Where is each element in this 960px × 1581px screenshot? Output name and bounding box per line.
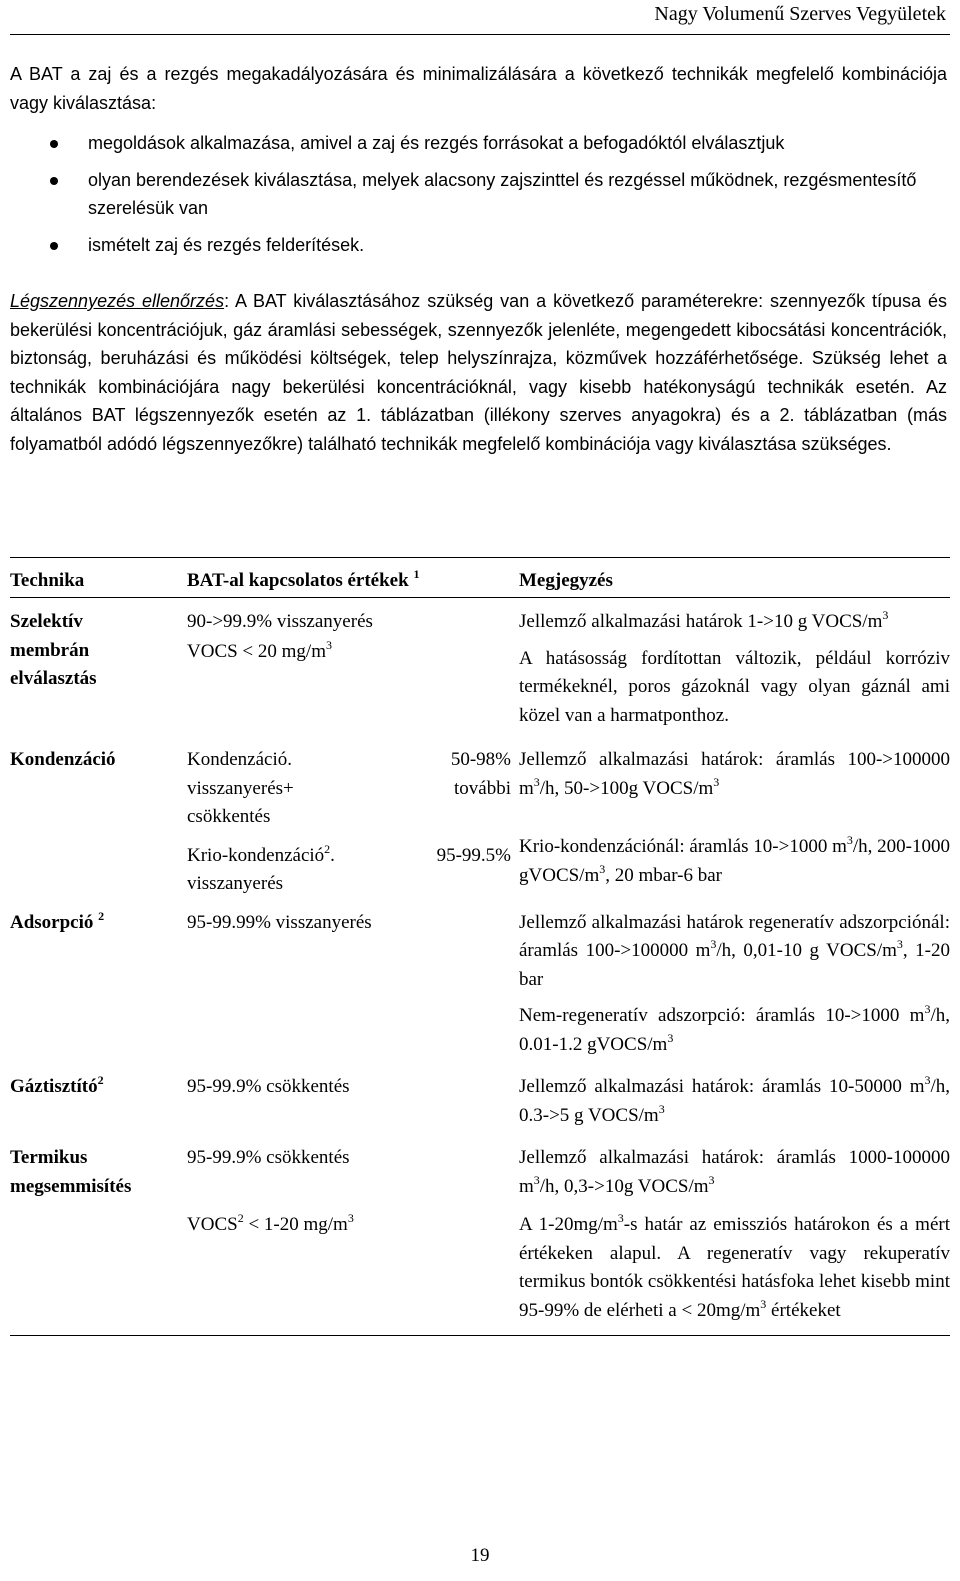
header-ertekek-text: BAT-al kapcsolatos értékek [187, 569, 409, 591]
note-text [519, 746, 950, 803]
note-text [519, 1144, 950, 1201]
bullet-text: megoldások alkalmazása, amivel a zaj és rezgés forrásokat a befogadóktól elválasztjuk [88, 133, 785, 153]
superscript: 3 [713, 774, 720, 789]
intro-paragraph: A BAT a zaj és a rezgés megakadályozására és minimalizálására a következő technikák megfelelő kombinációja vagy kiválasztása: [10, 64, 947, 113]
tech-label: Termikus megsemmisítés [10, 1147, 132, 1197]
superscript: 2 [98, 908, 105, 923]
value-text: 95-99.9% csökkentés [187, 1076, 350, 1097]
tech-cell [10, 1073, 187, 1130]
bullet-item [10, 166, 947, 223]
superscript: 3 [658, 1101, 665, 1116]
page-number: 19 [470, 1545, 490, 1566]
value-text [187, 638, 519, 667]
tech-cell [10, 608, 187, 730]
value-text [187, 1211, 519, 1240]
table-row-membran [10, 598, 950, 730]
superscript: 3 [924, 1073, 931, 1087]
note-part: Krio-kondenzációnál: áramlás 10->1000 m [519, 836, 847, 857]
note-part: A 1-20mg/m [519, 1214, 618, 1235]
bullet-text: ismételt zaj és rezgés felderítések. [88, 234, 365, 255]
value-part: 95-99.5% [436, 844, 511, 866]
value-line [187, 842, 519, 871]
superscript: 3 [896, 937, 903, 951]
value-part: < 1-20 mg/m [243, 1213, 348, 1235]
value-text: 90->99.9% visszanyerés [187, 611, 373, 632]
value-part: VOCS [187, 1213, 238, 1235]
note-cell [519, 608, 950, 730]
value-part: 50-98% [450, 749, 511, 770]
superscript: 3 [347, 1210, 354, 1225]
note-part: /h, 0.01-1.2 gVOCS/m [519, 1005, 950, 1055]
superscript: 2 [324, 841, 331, 856]
note-cell [519, 1144, 950, 1325]
superscript: 3 [882, 608, 889, 622]
superscript: 3 [846, 833, 853, 847]
note-text: A hatásosság fordítottan változik, például korróziv termékeknél, poros gázoknál vagy olyan gáznál ami közel van a harmatponthoz. [519, 647, 950, 726]
bullet-icon [50, 140, 58, 148]
bullet-item [10, 129, 947, 158]
noise-bullet-list [10, 129, 947, 267]
note-part: Jellemző alkalmazási határok regeneratív adszorpciónál: áramlás 100->100000 m [519, 911, 950, 961]
value-line: csökkentés [187, 806, 271, 827]
bullet-icon [50, 177, 58, 185]
value-part: további [454, 777, 511, 799]
tech-cell [10, 909, 187, 1060]
table-row-adszorpcio [10, 899, 950, 1060]
value-line [187, 775, 519, 804]
value-cell [187, 909, 519, 1060]
superscript: 2 [237, 1210, 244, 1225]
tech-label: Kondenzáció [10, 749, 116, 770]
note-text [519, 1211, 950, 1325]
note-part: Jellemző alkalmazási határok: áramlás 100->100000 m [519, 749, 950, 799]
note-text [519, 833, 950, 890]
bullet-item [10, 231, 947, 260]
header-ertekek [187, 567, 519, 598]
value-text: 95-99.99% visszanyerés [187, 911, 372, 933]
value-line: visszanyerés [187, 873, 284, 894]
note-part: /h, 0,3->10g VOCS/m [539, 1175, 709, 1197]
bat-table [10, 557, 950, 1336]
value-cell [187, 746, 519, 899]
superscript: 3 [708, 1172, 715, 1187]
bullet-text: olyan berendezések kiválasztása, melyek alacsony zajszinttel és rezgéssel működnek, rezgésmentesítő szerelésük van [88, 169, 917, 218]
page-header-title: Nagy Volumenű Szerves Vegyületek [654, 3, 946, 25]
table-row-kondenzacio [10, 730, 950, 899]
header-divider [10, 34, 950, 35]
tech-cell [10, 1144, 187, 1325]
superscript: 3 [325, 637, 332, 652]
superscript: 3 [760, 1296, 767, 1311]
air-pollution-paragraph [10, 287, 947, 458]
note-part: /h, 0,01-10 g VOCS/m [716, 940, 897, 961]
tech-label-text: Gáztisztító [10, 1076, 98, 1097]
note-part: /h, 200-1000 gVOCS/m [519, 836, 951, 886]
note-part: Jellemző alkalmazási határok: áramlás 10-50000 m [519, 1076, 925, 1097]
table-row-gaztisztito [10, 1059, 950, 1130]
note-part: Jellemző alkalmazási határok 1->10 g VOCS/m [519, 611, 883, 632]
value-part: Kondenzáció. [187, 749, 292, 770]
note-cell [519, 746, 950, 899]
header-technika: Technika [10, 569, 85, 591]
header-megjegyzes: Megjegyzés [519, 569, 613, 591]
footnote-mark: 1 [413, 566, 420, 581]
superscript: 3 [533, 774, 540, 789]
note-part: , 20 mbar-6 bar [605, 864, 722, 886]
note-part: értékeket [766, 1299, 841, 1321]
note-part: -s határ az emissziós határokon és a mért értékeken alapul. A regeneratív vagy rekuperatív termikus bontók csökkentési hatásfoka lehet kisebb mint 95-99% de elérheti a < 20mg/m [519, 1214, 950, 1321]
superscript: 3 [599, 861, 606, 876]
value-part [187, 842, 335, 871]
value-text: 95-99.9% csökkentés [187, 1147, 350, 1168]
note-cell [519, 1073, 950, 1130]
superscript: 3 [617, 1211, 624, 1225]
table-header-row [10, 558, 950, 598]
note-text [519, 608, 950, 637]
note-part: Nem-regeneratív adszorpció: áramlás 10->1000 m [519, 1005, 925, 1026]
bullet-icon [50, 242, 58, 250]
value-cell [187, 608, 519, 730]
note-part: Jellemző alkalmazási határok: áramlás 1000-100000 m [519, 1147, 950, 1197]
value-cell [187, 1144, 519, 1325]
note-text [519, 1002, 950, 1059]
tech-cell [10, 746, 187, 899]
tech-label [10, 909, 187, 938]
superscript: 3 [533, 1172, 540, 1187]
note-part: , 1-20 bar [519, 940, 950, 990]
value-part: VOCS < 20 mg/m [187, 640, 326, 662]
value-cell [187, 1073, 519, 1130]
superscript: 2 [97, 1073, 104, 1087]
superscript: 3 [924, 1002, 931, 1016]
superscript: 3 [710, 937, 717, 951]
tech-label-text: Adsorpció [10, 911, 94, 933]
tech-label [10, 1073, 187, 1102]
note-part: /h, 50->100g VOCS/m [539, 777, 714, 799]
air-pollution-heading: Légszennyezés ellenőrzés [10, 291, 225, 311]
table-row-termikus [10, 1130, 950, 1335]
value-line [187, 746, 519, 775]
value-part: visszanyerés+ [187, 777, 294, 799]
note-part: /h, 0.3->5 g VOCS/m [519, 1076, 950, 1126]
note-text [519, 909, 950, 995]
tech-label: Szelektív membrán elválasztás [10, 611, 97, 689]
note-cell [519, 909, 950, 1060]
note-text [519, 1073, 950, 1130]
superscript: 3 [667, 1030, 674, 1045]
value-part: Krio-kondenzáció [187, 844, 325, 866]
value-part: . [330, 844, 335, 866]
air-pollution-text: : A BAT kiválasztásához szükség van a következő paraméterekre: szennyezők típusa és bekerülési koncentrációjuk, gáz áramlási sebességek, szennyezők jelenléte, megengedett kibocsátási koncentrációk, biztonság, beruházási és működési költségek, telep helyszínrajza, közművek hozzáférhetősége. Szükség lehet a technikák kombinációjára nagy bekerülési koncentrációknál, vagy kisebb hatékonyságú technikák esetén. Az általános BAT légszennyezők esetén az 1. táblázatban (illékony szerves anyagokra) és a 2. táblázatban (más folyamatból adódó légszennyezőkre) található technikák megfelelő kombinációja vagy kiválasztása szükséges. [10, 291, 947, 454]
